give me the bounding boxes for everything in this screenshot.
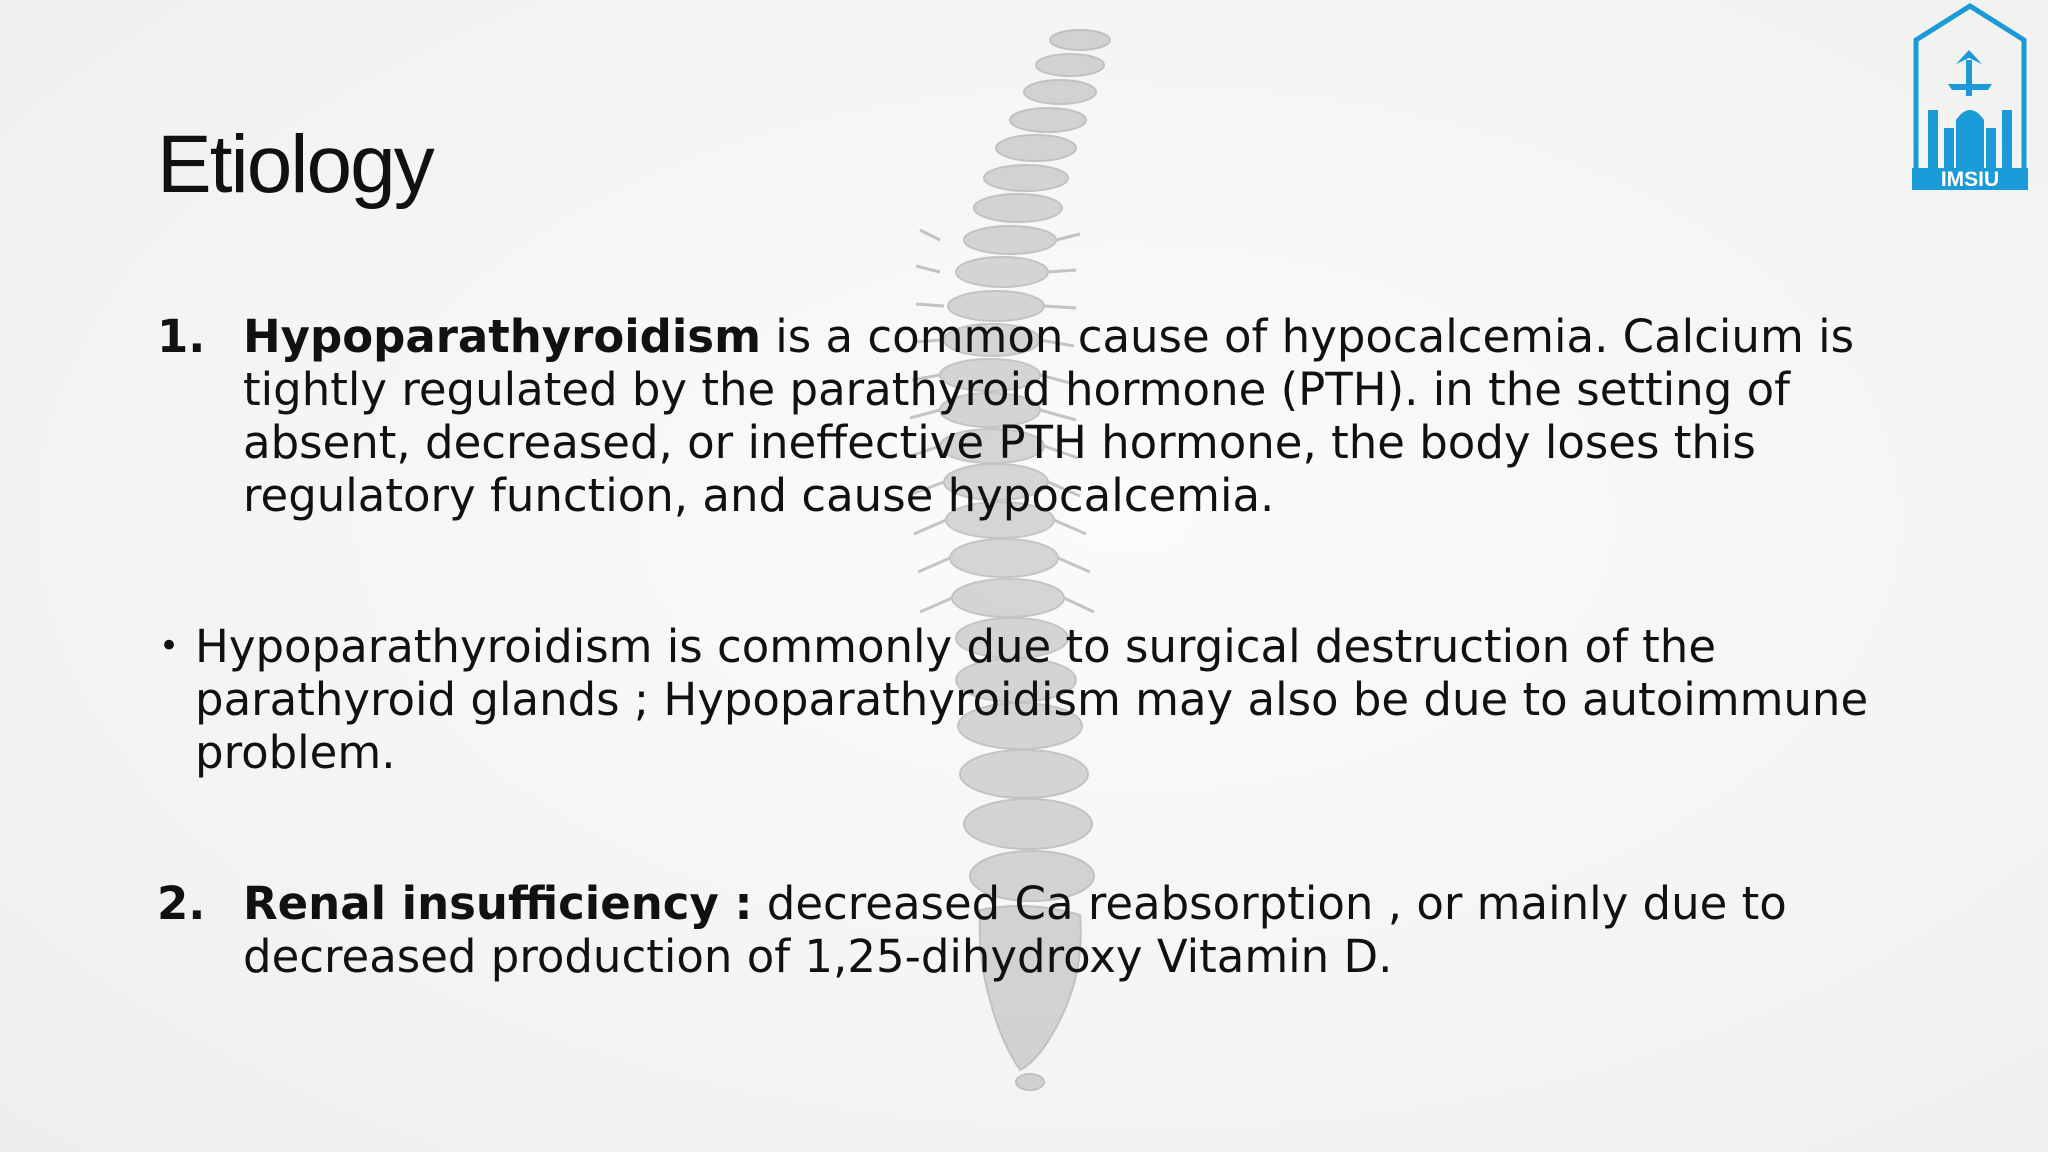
- logo-text: IMSIU: [1940, 168, 2000, 191]
- item-text: is a common cause of hypocalcemia. Calcium is tightly regulated by the parathyroid hormone (PTH). in the setting of absent, decreased, or ineffective PTH hormone, the body loses this regulatory function, and cause hypocalcemia.: [243, 310, 1855, 522]
- slide-content: [157, 310, 1917, 983]
- list-item-hypoparathyroidism: [157, 310, 1917, 522]
- list-marker: 2.: [157, 877, 206, 930]
- imsiu-university-logo-icon: [1908, 0, 2032, 192]
- slide-title: Etiology: [157, 119, 433, 210]
- list-marker: 1.: [157, 310, 206, 363]
- item-text: decreased Ca reabsorption , or mainly due to decreased production of 1,25-dihydroxy Vitamin D.: [243, 877, 1787, 983]
- list-item-renal-insufficiency: [157, 877, 1917, 983]
- item-text: Hypoparathyroidism is commonly due to surgical destruction of the parathyroid glands ; Hypoparathyroidism may also be due to autoimmune problem.: [195, 620, 1869, 779]
- list-item-bullet: [157, 620, 1917, 779]
- item-heading: Renal insufficiency :: [243, 877, 753, 930]
- item-heading: Hypoparathyroidism: [243, 310, 761, 363]
- bullet-marker: •: [159, 626, 180, 666]
